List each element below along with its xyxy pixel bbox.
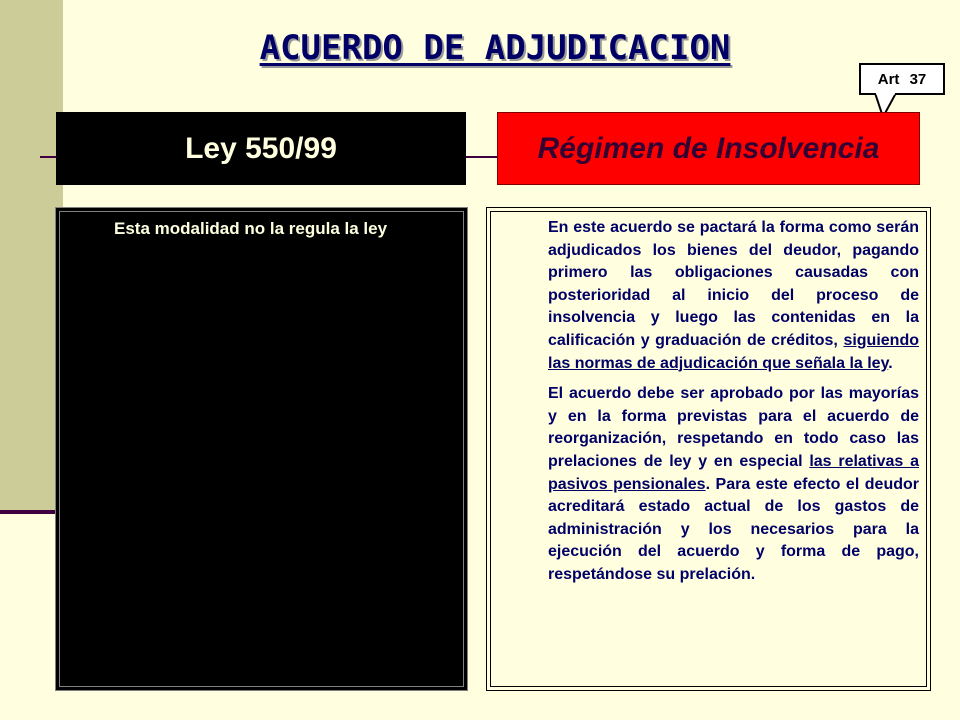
paragraph-2 — [548, 383, 919, 586]
side-accent-line — [0, 510, 55, 514]
left-panel-text: Esta modalidad no la regula la ley — [114, 219, 388, 238]
paragraph-1-underlined: siguiendo las normas de adjudicación que señala la ley — [548, 331, 919, 372]
left-header-label: Ley 550/99 — [185, 131, 337, 165]
left-panel-inner-border — [59, 211, 464, 687]
side-band — [0, 0, 63, 510]
paragraph-1-end: . — [888, 354, 893, 372]
article-callout-label: Art 37 — [877, 70, 927, 88]
right-header-label: Régimen de Insolvencia — [537, 131, 880, 165]
paragraph-1 — [548, 217, 919, 375]
right-panel-text — [548, 217, 919, 595]
paragraph-1-text: En este acuerdo se pactará la forma como serán adjudicados los bienes del deudor, pagando primero las obligaciones causadas con posterioridad al inicio del proceso de insolvencia y luego las contenidas en la calificación y graduación de créditos, — [548, 219, 919, 349]
left-panel — [55, 207, 468, 691]
left-header — [56, 112, 466, 185]
paragraph-2-text: El acuerdo debe ser aprobado por las mayorías y en la forma previstas para el acuerdo de reorganización, respetando en todo caso las prelaciones de ley y en especial — [548, 385, 919, 470]
right-panel — [486, 207, 931, 691]
article-callout — [859, 63, 945, 95]
paragraph-2-end: . Para este efecto el deudor acreditará estado actual de los gastos de administración y los necesarios para la ejecución del acuerdo y forma de pago, respetándose su prelación. — [548, 475, 919, 583]
connector-line-middle — [466, 156, 498, 158]
right-header — [497, 112, 920, 185]
slide-title: ACUERDO DE ADJUDICACION — [259, 28, 731, 68]
paragraph-2-underlined: las relativas a pasivos pensionales — [548, 452, 919, 493]
